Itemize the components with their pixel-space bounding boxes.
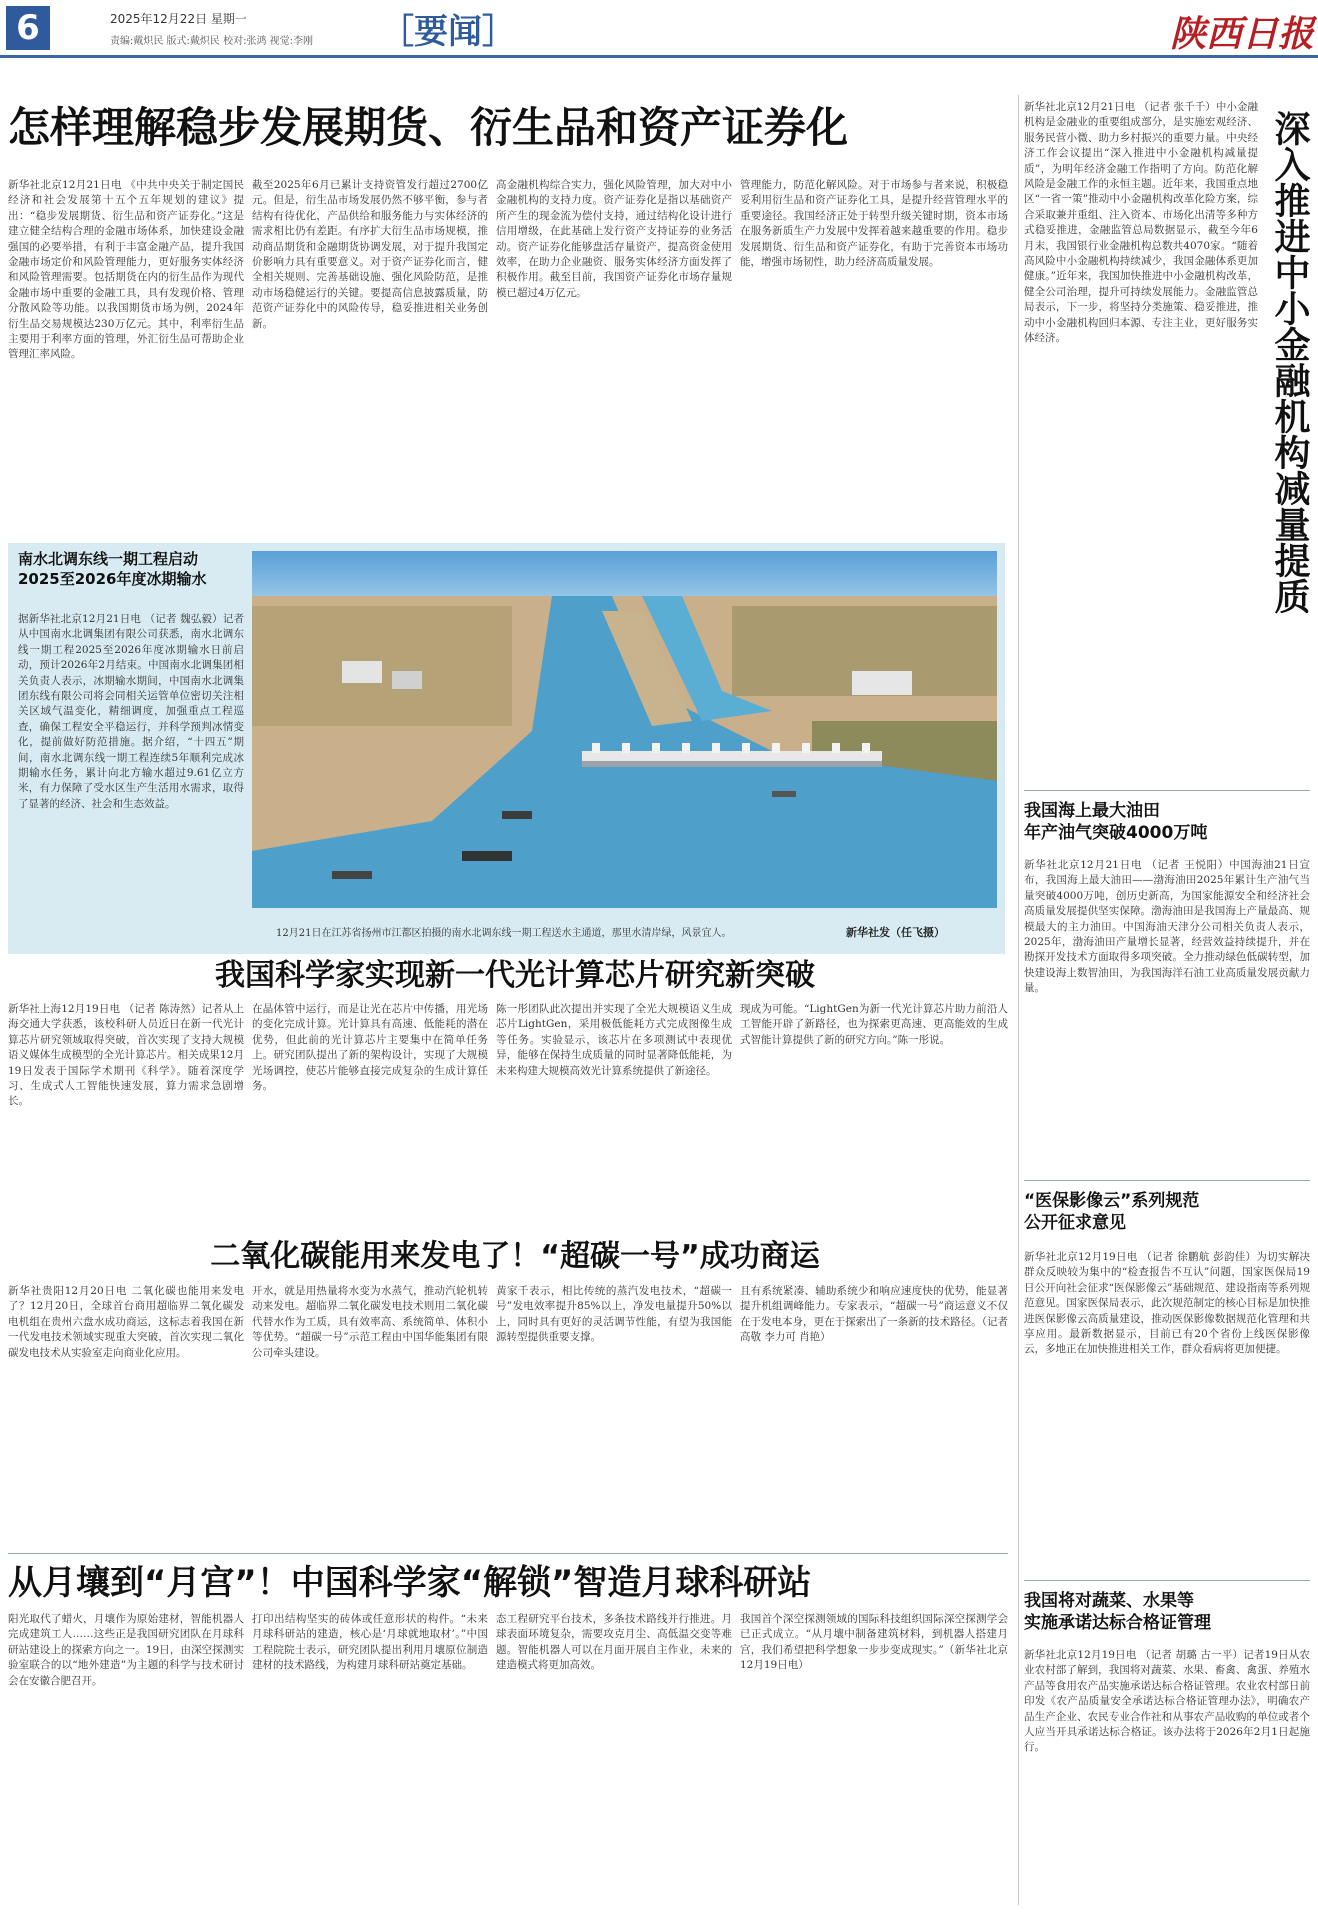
co2-column-3: 黄家千表示，相比传统的蒸汽发电技术，“超碳一号”发电效率提升85%以上，净发电量提升50%以上，同时具有更好的灵活调节性能，有望为我国能源转型提供重要支撑。 xyxy=(496,1285,732,1344)
editors-line: 责编:戴炽民 版式:戴炽民 校对:张鸿 视觉:李刚 xyxy=(110,36,314,47)
masthead xyxy=(0,0,1318,58)
futures-headline: 怎样理解稳步发展期货、衍生品和资产证券化 xyxy=(8,103,849,152)
canal-photo xyxy=(252,551,997,908)
page-number: 6 xyxy=(6,6,50,50)
oilfield-headline xyxy=(1024,800,1310,844)
produce-headline-line-2: 实施承诺达标合格证管理 xyxy=(1024,1613,1211,1634)
moon-column-1: 阳光取代了蜡火，月壤作为原始建材，智能机器人完成建筑工人……这些正是我国研究团队在月球科研站建设上的探索方向之一。19日，由深空探测实验室联合的以“地外建造”为主题的科学与技术研讨会在安徽合肥召开。 xyxy=(8,1613,244,1687)
futures-column-3: 高金融机构综合实力，强化风险管理，加大对中小金融机构的支持力度。资产证券化是指以基础资产所产生的现金流为偿付支持，通过结构化设计进行信用增级，在此基础上发行资产支持证券的业务活动。资产证券化能够盘活存量资产，提高资金使用效率，在助力企业融资、服务实体经济方面发挥了积极作用。截至目前，我国资产证券化市场存量规模已超过4万亿元。 xyxy=(496,179,732,299)
medical-headline-line-1: “医保影像云”系列规范 xyxy=(1024,1191,1200,1211)
produce-top-rule xyxy=(1024,1580,1310,1581)
oilfield-headline-line-1: 我国海上最大油田 xyxy=(1024,801,1160,821)
canal-photo-caption: 12月21日在江苏省扬州市江都区拍摄的南水北调东线一期工程送水主通道，那里水清岸绿，风景宜人。 xyxy=(276,928,732,939)
canal-photo-credit: 新华社发（任飞摄） xyxy=(846,926,945,939)
futures-column-1: 新华社北京12月21日电 《中共中央关于制定国民经济和社会发展第十五个五年规划的建议》提出：“稳步发展期货、衍生品和资产证券化。”这是建立健全结构合理的金融市场体系，加快建设金融强国的必要举措，有利于丰富金融产品，提升我国金融市场定价和风险管理能力，更好服务实体经济和风险管理需要。包括期货在内的衍生品作为现代金融市场中重要的金融工具，具有发现价格、管理分散风险等功能。以我国期货市场为例，2024年衍生品交易规模达230万亿元。其中，利率衍生品主要用于利率方面的管理，外汇衍生品可帮助企业管理汇率风险。 xyxy=(8,179,244,361)
chip-column-1: 新华社上海12月19日电 （记者 陈涛然）记者从上海交通大学获悉，该校科研人员近日在新一代光计算芯片研究领域取得突破，首次实现了支持大规模语义媒体生成模型的全光计算芯片。相关成果12月19日发表于国际学术期刊《科学》。随着深度学习、生成式人工智能快速发展，算力需求急剧增长。 xyxy=(8,1003,244,1108)
moon-column-2: 打印出结构坚实的砖体或任意形状的构件。“未来月球科研站的建造，核心是‘月球就地取材’。”中国工程院院士表示，研究团队提出利用月壤原位制造建材的技术路线，为构建月球科研站奠定基础。 xyxy=(252,1613,488,1672)
co2-headline: 二氧化碳能用来发电了！“超碳一号”成功商运 xyxy=(210,1239,820,1274)
column-divider xyxy=(1018,95,1019,1905)
canal-headline-line-1: 南水北调东线一期工程启动 xyxy=(18,550,199,568)
oilfield-top-rule xyxy=(1024,790,1310,791)
section-name: ［要闻］ xyxy=(380,12,516,52)
sidebar-vertical-title: 深入推进中小金融机构减量提质 xyxy=(1269,110,1310,614)
futures-column-4: 管理能力，防范化解风险。对于市场参与者来说，积极稳妥利用衍生品和资产证券化工具，是提升经营管理水平的重要途径。我国经济正处于转型升级关键时期，资本市场在服务新质生产力发展中发挥着越来越重要的作用。稳步发展期货、衍生品和资产证券化，有助于完善资本市场功能，增强市场韧性，助力经济高质量发展。 xyxy=(740,179,1008,269)
sidebar-finance-body: 新华社北京12月21日电 （记者 张千千）中小金融机构是金融业的重要组成部分，是实施宏观经济、服务民营小微、助力乡村振兴的重要力量。中央经济工作会议提出“深入推进中小金融机构减量提质”，为明年经济金融工作指明了方向。防范化解风险是金融工作的永恒主题。近年来，我国重点地区“一省一策”推动中小金融机构改革化险方案，综合采取兼并重组、注入资本、市场化出清等多种方式稳妥推进，金融监管总局数据显示，截至今年6月末，我国银行业金融机构总数共4070家。“随着高风险中小金融机构持续减少，我国金融体系更加健康。”近年来，我国加快推进中小金融机构改革，健全公司治理，提升可持续发展能力。金融监管总局表示，下一步，将坚持分类施策、稳妥推进，推动中小金融机构回归本源、专注主业，更好服务实体经济。 xyxy=(1024,101,1258,345)
futures-column-2: 截至2025年6月已累计支持资管发行超过2700亿元。但是，衍生品市场发展仍然不够平衡，参与者结构有待优化，产品供给和服务能力与实体经济的需求相比仍有差距。有序扩大衍生品市场规模，推动商品期货和金融期货协调发展，对于提升我国定价影响力具有重要意义。对于资产证券化而言，健全相关规则、完善基础设施、强化风险防范，是推动市场稳健运行的关键。要提高信息披露质量，防范资产证券化中的风险传导，稳妥推进相关业务创新。 xyxy=(252,179,488,330)
medical-top-rule xyxy=(1024,1180,1310,1181)
moon-headline: 从月壤到“月宫”！中国科学家“解锁”智造月球科研站 xyxy=(8,1563,812,1603)
moon-top-rule xyxy=(8,1553,1008,1554)
co2-column-2: 开水，就是用热量将水变为水蒸气，推动汽轮机转动来发电。超临界二氧化碳发电技术则用二氧化碳代替水作为工质，具有效率高、系统简单、体积小等优势。“超碳一号”示范工程由中国华能集团有限公司牵头建设。 xyxy=(252,1285,488,1359)
produce-headline-line-1: 我国将对蔬菜、水果等 xyxy=(1024,1591,1194,1611)
chip-column-3: 陈一彤团队此次提出并实现了全光大规模语义生成芯片LightGen，采用极低能耗方式完成图像生成等任务。实验显示，该芯片在多项测试中表现优异，能够在保持生成质量的同时显著降低能耗，为未来构建大规模高效光计算系统提供了新途径。 xyxy=(496,1003,732,1077)
chip-column-2: 在晶体管中运行，而是让光在芯片中传播，用光场的变化完成计算。光计算具有高速、低能耗的潜在优势，但此前的光计算芯片主要集中在简单任务上。研究团队提出了新的架构设计，实现了大规模光场调控，使芯片能够直接完成复杂的生成计算任务。 xyxy=(252,1003,488,1093)
chip-headline: 我国科学家实现新一代光计算芯片研究新突破 xyxy=(215,958,815,993)
paper-logo: 陕西日报 xyxy=(1170,13,1315,55)
canal-body: 据新华社北京12月21日电 （记者 魏弘毅）记者从中国南水北调集团有限公司获悉，南水北调东线一期工程2025至2026年度冰期输水日前启动，预计2026年2月结束。中国南水北调集团相关负责人表示，冰期输水期间，中国南水北调集团东线有限公司将会同相关运管单位密切关注相关区域气温变化，精细调度，加强重点工程巡查，确保工程安全平稳运行，并科学预判冰情变化，提前做好防范措施。据介绍，“十四五”期间，南水北调东线一期工程连续5年顺利完成冰期输水任务，累计向北方输水超过9.61亿立方米，有力保障了受水区生产生活用水需求，取得了显著的经济、社会和生态效益。 xyxy=(18,613,244,810)
produce-headline xyxy=(1024,1590,1310,1634)
medical-headline-line-2: 公开征求意见 xyxy=(1024,1213,1126,1234)
oilfield-headline-line-2: 年产油气突破4000万吨 xyxy=(1024,823,1208,844)
co2-column-4: 且有系统紧凑、辅助系统少和响应速度快的优势，能显著提升机组调峰能力。专家表示，“超碳一号”商运意义不仅在于发电本身，更在于探索出了一条新的技术路径。（记者 高敬 李力可 肖艳） xyxy=(740,1285,1008,1344)
chip-column-4: 现成为可能。“LightGen为新一代光计算芯片助力前沿人工智能开辟了新路径，也为探索更高速、更高能效的生成式智能计算提供了新的研究方向。”陈一彤说。 xyxy=(740,1003,1008,1046)
produce-body: 新华社北京12月19日电 （记者 胡璐 古一平）记者19日从农业农村部了解到，我国将对蔬菜、水果、畜禽、禽蛋、养殖水产品等食用农产品实施承诺达标合格证管理。农业农村部日前印发《农产品质量安全承诺达标合格证管理办法》，明确农产品生产企业、农民专业合作社和从事农产品收购的单位或者个人应当开具承诺达标合格证。该办法将于2026年2月1日起施行。 xyxy=(1024,1649,1310,1754)
canal-photo-illustration xyxy=(252,551,997,908)
canal-headline-line-2: 2025至2026年度冰期输水 xyxy=(18,569,207,588)
oilfield-body: 新华社北京12月21日电 （记者 王悦阳）中国海油21日宣布，我国海上最大油田——渤海油田2025年累计生产油气当量突破4000万吨，创历史新高，为国家能源安全和经济社会高质量发展提供坚实保障。渤海油田是我国海上产量最高、规模最大的主力油田。中国海油天津分公司相关负责人表示，2025年，渤海油田产量增长显著，经营效益持续提升，并在勘探开发技术方面取得多项突破。全力推动绿色低碳转型，加快建设海上数智油田，为我国海洋石油工业高质量发展贡献力量。 xyxy=(1024,859,1310,995)
moon-column-3: 态工程研究平台技术，多条技术路线并行推进。月球表面环境复杂，需要攻克月尘、高低温交变等难题。智能机器人可以在月面开展自主作业，未来的建造模式将更加高效。 xyxy=(496,1613,732,1672)
date-line: 2025年12月22日 星期一 xyxy=(110,12,247,26)
moon-column-4: 我国首个深空探测领域的国际科技组织国际深空探测学会已正式成立。“从月壤中制备建筑材料，到机器人搭建月宫，我们希望把科学想象一步步变成现实。”（新华社北京12月19日电） xyxy=(740,1613,1008,1672)
canal-headline xyxy=(18,550,248,589)
medical-headline xyxy=(1024,1190,1310,1234)
co2-column-1: 新华社贵阳12月20日电 二氧化碳也能用来发电了？12月20日，全球首台商用超临界二氧化碳发电机组在贵州六盘水成功商运，这标志着我国在新一代发电技术领域实现重大突破，首次实现二氧化碳发电技术从实验室走向商业化应用。 xyxy=(8,1285,244,1359)
medical-body: 新华社北京12月19日电 （记者 徐鹏航 彭韵佳）为切实解决群众反映较为集中的“检查报告不互认”问题，国家医保局19日公开向社会征求“医保影像云”基础规范、建设指南等系列规范意见。国家医保局表示，此次规范制定的核心目标是加快推进医保影像云高质量建设，推动医保影像数据规范化管理和共享应用。最新数据显示，目前已有20个省份上线医保影像云，多地正在加快推进相关工作，群众看病将更加便捷。 xyxy=(1024,1251,1310,1356)
